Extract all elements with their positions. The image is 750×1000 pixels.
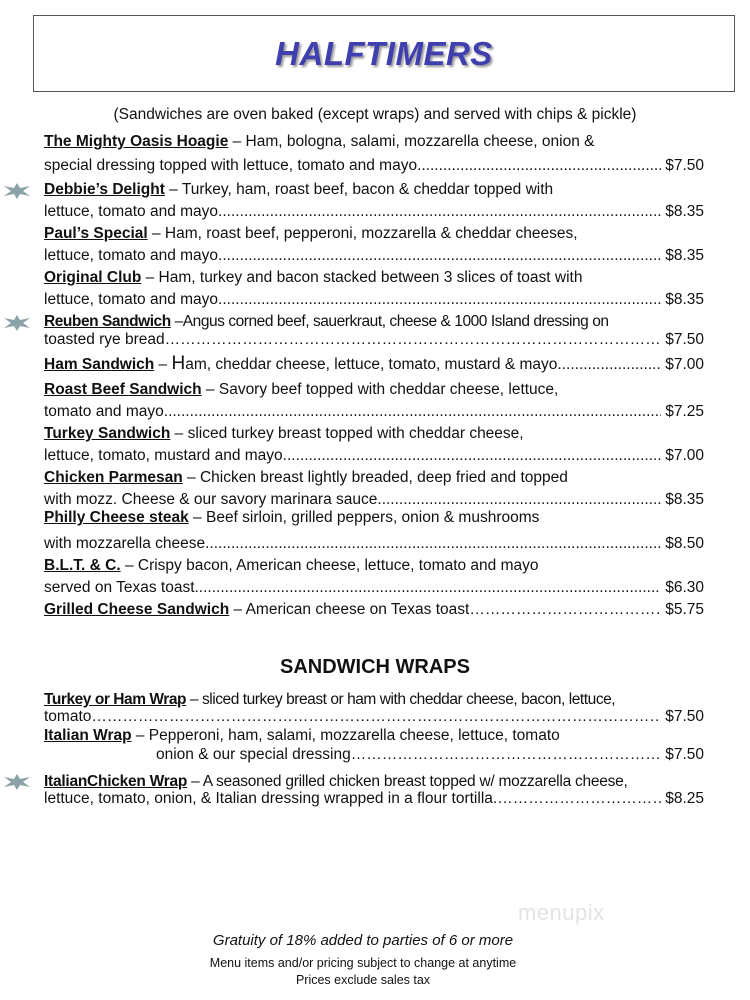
menu-item-name: Italian Wrap — [44, 727, 132, 744]
menu-item-price: $7.50 — [665, 157, 704, 174]
menu-item-price-line: toasted rye bread …………………………………………………………………………………………………………………………………………………………………………………… $7.50 — [44, 331, 704, 349]
menu-item-price: $7.00 — [665, 447, 704, 464]
menu-item-price: $7.50 — [665, 331, 704, 348]
menu-item-price-line: with mozzarella cheese ..... $8.50 — [44, 535, 704, 553]
menu-item-name: Debbie’s Delight — [44, 181, 165, 198]
menu-item-name: ItalianChicken Wrap — [44, 773, 188, 790]
menu-item-price: $8.35 — [665, 203, 704, 220]
menu-item-name: Original Club — [44, 269, 142, 286]
menu-item-price-line: lettuce, tomato and mayo ..... $8.35 — [44, 203, 704, 221]
menu-item-name: Reuben Sandwich — [44, 313, 171, 330]
menu-item-desc: Chicken Parmesan – Chicken breast lightly breaded, deep fried and topped — [44, 469, 568, 486]
menupix-watermark: menupix — [518, 900, 605, 925]
menu-item-price-line: lettuce, tomato, onion, & Italian dressing wrapped in a flour tortilla. …………………………………………………………………………………………………………………………………………………………………………………… $8.25 — [44, 790, 704, 808]
menu-item-price-line: lettuce, tomato and mayo ..... $8.35 — [44, 247, 704, 265]
menu-item-name: Ham Sandwich — [44, 356, 155, 373]
menu-item-price-line: lettuce, tomato and mayo ..... $8.35 — [44, 291, 704, 309]
menu-item-price-line: tomato …………………………………………………………………………………………………………………………………………………………………………………… $7.50 — [44, 708, 704, 726]
tax-note: Prices exclude sales tax — [295, 973, 431, 987]
menu-item-desc: Debbie’s Delight – Turkey, ham, roast beef, bacon & cheddar topped with — [44, 181, 554, 198]
featured-star-icon — [2, 774, 32, 790]
menu-item-desc: Turkey Sandwich – sliced turkey breast topped with cheddar cheese, — [44, 425, 524, 442]
menu-title: HALFTIMERS — [275, 35, 493, 72]
menu-item-name: Turkey Sandwich — [44, 425, 171, 442]
menu-item-price: $7.25 — [665, 403, 704, 420]
menu-item-desc: Reuben Sandwich –Angus corned beef, sauerkraut, cheese & 1000 Island dressing on — [44, 313, 609, 330]
menu-item-name: Turkey or Ham Wrap — [44, 691, 187, 708]
menu-item-price: $6.30 — [665, 579, 704, 596]
featured-star-icon — [2, 315, 32, 331]
menu-item-price: $8.35 — [665, 491, 704, 508]
gratuity-note: Gratuity of 18% added to parties of 6 or more — [212, 932, 514, 949]
pricing-note: Menu items and/or pricing subject to change at anytime — [209, 956, 517, 970]
menu-item-desc: Original Club – Ham, turkey and bacon stacked between 3 slices of toast with — [44, 269, 583, 286]
menu-item-price-line: lettuce, tomato, mustard and mayo ..... $7.00 — [44, 447, 704, 465]
title-box — [33, 15, 735, 92]
menu-item-price-line: with mozz. Cheese & our savory marinara sauce ..... $8.35 — [44, 491, 704, 509]
menu-item-name: Grilled Cheese Sandwich — [44, 601, 230, 618]
menu-item-name: The Mighty Oasis Hoagie — [44, 133, 229, 150]
menu-item-name: Philly Cheese steak — [44, 509, 189, 526]
menu-item-price: $8.35 — [665, 291, 704, 308]
menu-item-name: Chicken Parmesan — [44, 469, 183, 486]
menu-item-desc: Paul’s Special – Ham, roast beef, pepperoni, mozzarella & cheddar cheeses, — [44, 225, 578, 242]
menu-item-desc: Roast Beef Sandwich – Savory beef topped with cheddar cheese, lettuce, — [44, 381, 559, 398]
menu-item-price-line: tomato and mayo ..... $7.25 — [44, 403, 704, 421]
menu-item-price: $7.50 — [665, 746, 704, 763]
menu-item-name: B.L.T. & C. — [44, 557, 121, 574]
menu-item-desc: Italian Wrap – Pepperoni, ham, salami, mozzarella cheese, lettuce, tomato — [44, 727, 560, 744]
featured-star-icon — [2, 183, 32, 199]
menu-item-price: $5.75 — [665, 601, 704, 618]
menu-item-price: $8.50 — [665, 535, 704, 552]
menu-item-desc: ItalianChicken Wrap – A seasoned grilled chicken breast topped w/ mozzarella cheese, — [44, 773, 628, 790]
menu-item-desc: Philly Cheese steak – Beef sirloin, grilled peppers, onion & mushrooms — [44, 509, 540, 526]
menu-item-price-line: served on Texas toast ..... $6.30 — [44, 579, 704, 597]
menu-item-name: Roast Beef Sandwich — [44, 381, 202, 398]
menu-item-price: $7.00 — [665, 356, 704, 373]
menu-item-price-line: special dressing topped with lettuce, tomato and mayo ..... $7.50 — [44, 157, 704, 175]
menu-item-price-line: onion & our special dressing …………………………………………………………………………………………………………………………………………………………………………………… $7.50 — [156, 746, 704, 764]
wraps-section-title: SANDWICH WRAPS — [280, 656, 470, 678]
menu-item-name: Paul’s Special — [44, 225, 148, 242]
menu-item-price: $7.50 — [665, 708, 704, 725]
menu-item-price-line: Ham Sandwich – Ham, cheddar cheese, lettuce, tomato, mustard & mayo ..... $7.00 — [44, 355, 704, 374]
menu-item-price: $8.25 — [665, 790, 704, 807]
menu-item-desc: B.L.T. & C. – Crispy bacon, American cheese, lettuce, tomato and mayo — [44, 557, 539, 574]
menu-item-desc: The Mighty Oasis Hoagie – Ham, bologna, salami, mozzarella cheese, onion & — [44, 133, 595, 150]
menu-item-desc: Turkey or Ham Wrap – sliced turkey breast or ham with cheddar cheese, bacon, lettuce, — [44, 691, 616, 708]
menu-subtitle: (Sandwiches are oven baked (except wraps) and served with chips & pickle) — [113, 106, 637, 123]
menu-item-price: $8.35 — [665, 247, 704, 264]
menu-item-price-line: Grilled Cheese Sandwich – American cheese on Texas toast …………………………………………………………………………………………………………………………………………………………………………………… $5.75 — [44, 601, 704, 619]
